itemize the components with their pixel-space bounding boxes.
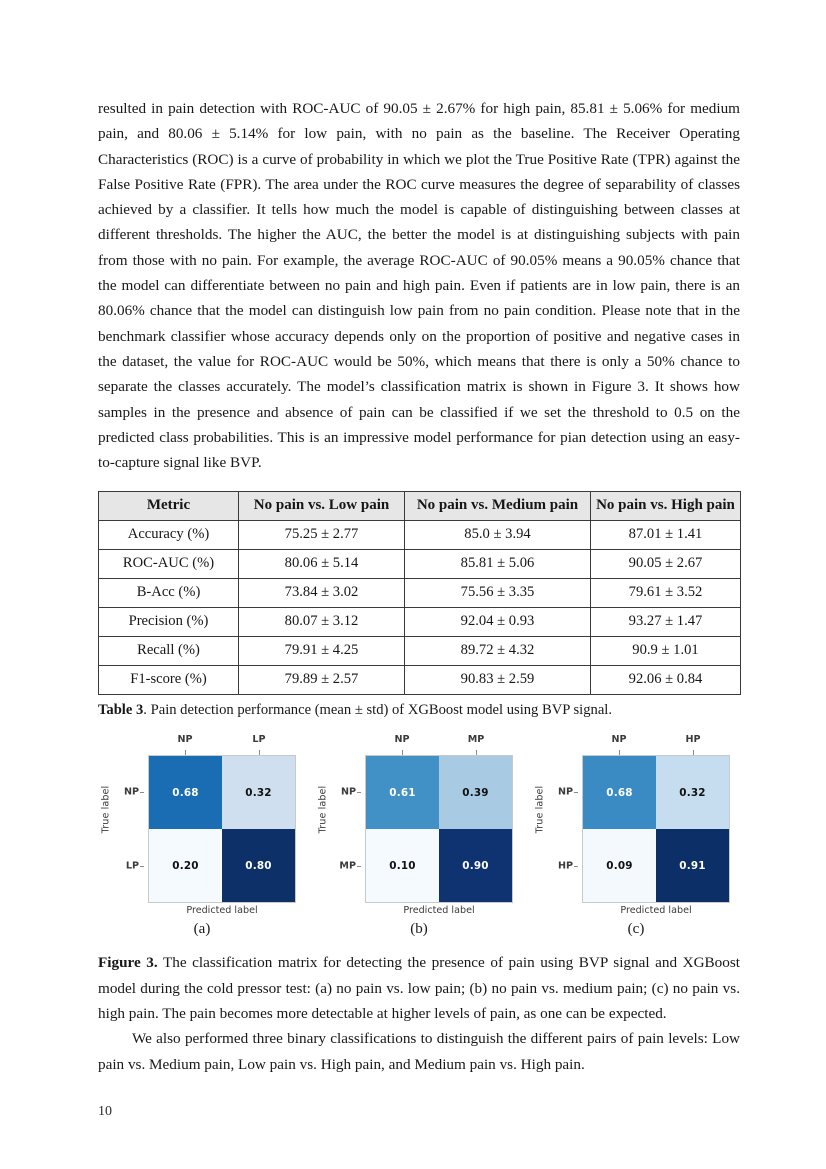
matrix-cell: 0.80 [222,829,295,902]
confusion-matrix-c-plot [532,734,740,919]
table-row [99,579,741,608]
y-tick-label: MP [339,860,356,872]
y-tick-group-b [331,755,361,903]
y-tick-mark [357,866,361,867]
table-cell-value: 75.25 ± 2.77 [239,521,405,550]
table-row [99,608,741,637]
metrics-table-wrapper [98,491,740,720]
table-header-cell: No pain vs. Low pain [239,492,405,521]
table-row [99,550,741,579]
confusion-matrix-grid-a [148,755,296,903]
table-header-cell: No pain vs. Medium pain [405,492,591,521]
y-tick-mark [574,866,578,867]
confusion-matrix-b [315,734,523,938]
table-caption-label: Table 3 [98,702,144,719]
subcaption-c: (c) [627,921,645,938]
paragraph-top: resulted in pain detection with ROC-AUC of 90.05 ± 2.67% for high pain, 85.81 ± 5.06% for medium pain, and 80.06 ± 5.14% for low pain, with no pain as the baseline. The Receiver Operating Characteristics (ROC) is a curve of probability in which we plot the True Positive Rate (TPR) against the False Positive Rate (FPR). The area under the ROC curve measures the degree of separability of classes achieved by a classifier. It tells how much the model is capable of distinguishing between classes at different thresholds. The higher the AUC, the better the model is at distinguishing subjects with pain from those with no pain. For example, the average ROC-AUC of 90.05% means a 90.05% chance that the model can differentiate between no pain and high pain. Even if patients are in low pain, there is an 80.06% chance that the model can distinguish low pain from no pain condition. Please note that in the benchmark classifier whose accuracy depends only on the proportion of positive and negative cases in the dataset, the value for ROC-AUC would be 50%, which means that there is only a 50% chance to separate the classes accurately. The model’s classification matrix is shown in Figure 3. It shows how samples in the presence and absence of pain can be classified if we set the threshold to 0.5 on the predicted class probabilities. This is an impressive model performance for pian detection using an easy-to-capture signal like BVP. [98,100,740,472]
y-axis-label-b: True label [317,785,329,834]
x-tick-label: NP [177,734,193,746]
table-cell-metric: Precision (%) [99,608,239,637]
y-tick-mark [357,792,361,793]
subcaption-a: (a) [193,921,211,938]
figure-caption [98,950,740,1026]
x-tick-group-b [365,734,513,754]
table-cell-value: 80.06 ± 5.14 [239,550,405,579]
table-cell-metric: ROC-AUC (%) [99,550,239,579]
table-header-cell: No pain vs. High pain [591,492,741,521]
matrix-cell: 0.90 [439,829,512,902]
x-axis-label-c: Predicted label [620,905,692,917]
y-tick-label: NP [557,786,573,798]
figure-caption-label: Figure 3. [98,954,158,972]
table-cell-value: 73.84 ± 3.02 [239,579,405,608]
subcaption-b: (b) [410,921,428,938]
matrix-cell: 0.61 [366,756,439,829]
table-cell-value: 90.83 ± 2.59 [405,666,591,695]
matrix-cell: 0.10 [366,829,439,902]
matrix-cell: 0.32 [222,756,295,829]
table-caption-text: . Pain detection performance (mean ± std) of XGBoost model using BVP signal. [143,702,613,719]
matrix-cell: 0.09 [583,829,656,902]
y-tick-group-a [114,755,144,903]
table-cell-value: 90.9 ± 1.01 [591,637,741,666]
matrix-cell: 0.20 [149,829,222,902]
x-axis-label-b: Predicted label [403,905,475,917]
y-tick-label: HP [557,860,573,872]
table-header-row [99,492,741,521]
matrix-cell: 0.32 [656,756,729,829]
confusion-matrix-figure-row [98,734,740,938]
table-caption [98,700,740,720]
matrix-cell: 0.68 [149,756,222,829]
table-cell-value: 75.56 ± 3.35 [405,579,591,608]
confusion-matrix-a [98,734,306,938]
confusion-matrix-b-plot [315,734,523,919]
table-cell-value: 93.27 ± 1.47 [591,608,741,637]
x-tick-label: NP [611,734,627,746]
y-tick-mark [140,792,144,793]
table-cell-metric: Accuracy (%) [99,521,239,550]
table-cell-value: 87.01 ± 1.41 [591,521,741,550]
table-cell-value: 85.0 ± 3.94 [405,521,591,550]
x-tick-label: HP [685,734,701,746]
table-cell-metric: Recall (%) [99,637,239,666]
x-tick-group-a [148,734,296,754]
table-cell-value: 92.06 ± 0.84 [591,666,741,695]
table-row [99,521,741,550]
x-axis-label-a: Predicted label [186,905,258,917]
table-cell-value: 85.81 ± 5.06 [405,550,591,579]
y-tick-mark [574,792,578,793]
matrix-cell: 0.91 [656,829,729,902]
x-tick-group-c [582,734,730,754]
table-cell-value: 79.61 ± 3.52 [591,579,741,608]
confusion-matrix-c [532,734,740,938]
x-tick-label: MP [467,734,485,746]
metrics-table [98,491,741,695]
y-axis-label-c: True label [534,785,546,834]
table-cell-value: 89.72 ± 4.32 [405,637,591,666]
table-cell-metric: B-Acc (%) [99,579,239,608]
confusion-matrix-a-plot [98,734,306,919]
paragraph-bottom: We also performed three binary classifications to distinguish the different pairs of pain levels: Low pain vs. Medium pain, Low pain vs. High pain, and Medium pain vs. High pain. [98,1030,740,1073]
confusion-matrix-grid-c [582,755,730,903]
y-tick-label: NP [340,786,356,798]
table-header-cell: Metric [99,492,239,521]
y-tick-mark [140,866,144,867]
page-number: 10 [98,1104,112,1119]
table-row [99,666,741,695]
table-cell-value: 79.89 ± 2.57 [239,666,405,695]
y-tick-group-c [548,755,578,903]
matrix-cell: 0.39 [439,756,512,829]
table-cell-value: 79.91 ± 4.25 [239,637,405,666]
confusion-matrix-grid-b [365,755,513,903]
table-row [99,637,741,666]
table-cell-metric: F1-score (%) [99,666,239,695]
page-content [98,96,740,1077]
table-cell-value: 80.07 ± 3.12 [239,608,405,637]
y-tick-label: NP [123,786,139,798]
table-cell-value: 92.04 ± 0.93 [405,608,591,637]
y-tick-label: LP [125,860,139,872]
x-tick-label: NP [394,734,410,746]
y-axis-label-a: True label [100,785,112,834]
x-tick-label: LP [252,734,266,746]
table-cell-value: 90.05 ± 2.67 [591,550,741,579]
matrix-cell: 0.68 [583,756,656,829]
figure-caption-text: The classification matrix for detecting the presence of pain using BVP signal and XGBoost model during the cold pressor test: (a) no pain vs. low pain; (b) no pain vs. medium pain; (c) no pain vs. high pain. The pain becomes more detectable at higher levels of pain, as one can be expected. [98,954,740,1023]
